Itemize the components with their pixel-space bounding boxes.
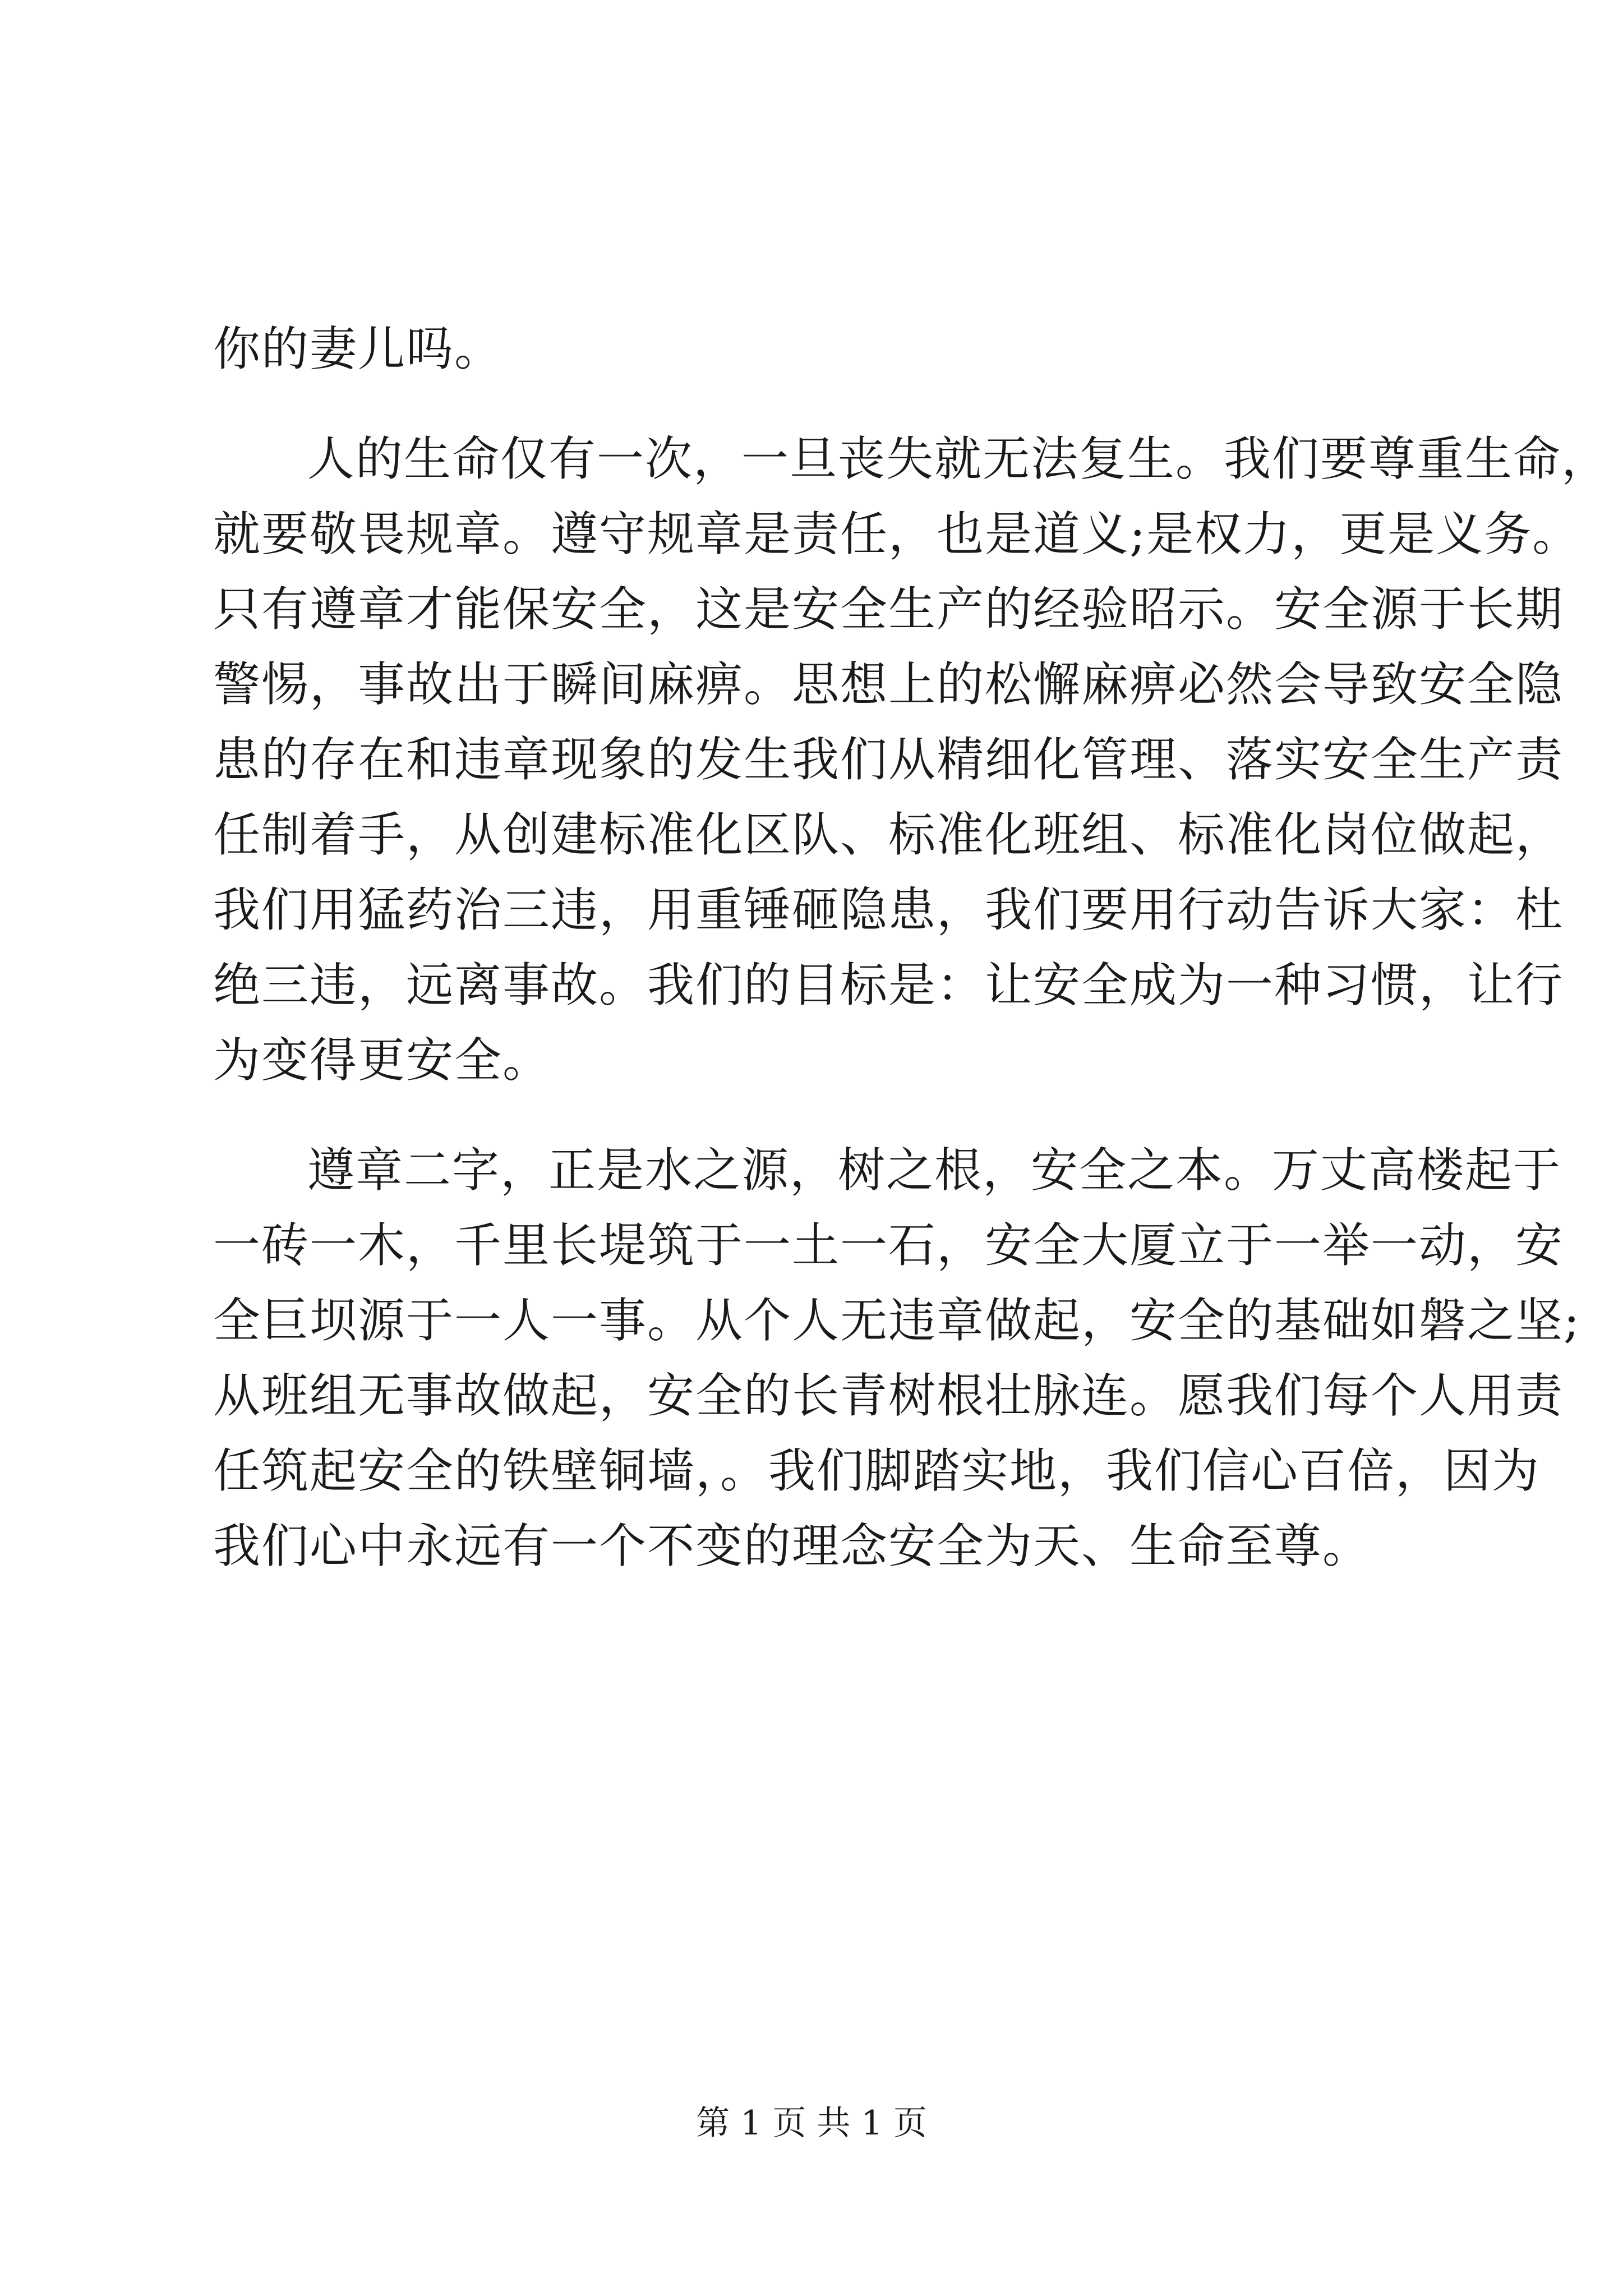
text-line: 患的存在和违章现象的发生我们从精细化管理、落实安全生产责 xyxy=(213,732,1564,787)
text-line: 一砖一木，千里长堤筑于一土一石，安全大厦立于一举一动，安 xyxy=(213,1218,1564,1273)
paragraph-spacing xyxy=(213,386,1413,421)
text-line: 只有遵章才能保安全，这是安全生产的经验昭示。安全源于长期 xyxy=(213,582,1564,637)
paragraph-spacing xyxy=(213,1098,1413,1133)
text-line: 任制着手，从创建标准化区队、标准化班组、标准化岗位做起， xyxy=(213,807,1564,862)
text-line: 我们用猛药治三违，用重锤砸隐患，我们要用行动告诉大家：杜 xyxy=(213,882,1564,937)
text-line: 绝三违，远离事故。我们的目标是：让安全成为一种习惯，让行 xyxy=(213,958,1564,1013)
paragraph xyxy=(213,421,1610,1098)
text-line: 人的生命仅有一次，一旦丧失就无法复生。我们要尊重生命， xyxy=(307,431,1610,486)
text-line: 你的妻儿吗。 xyxy=(213,321,503,376)
body-text xyxy=(213,311,1610,1584)
text-line: 我们心中永远有一个不变的理念安全为天、生命至尊。 xyxy=(213,1519,1371,1573)
text-line: 从班组无事故做起，安全的长青树根壮脉连。愿我们每个人用责 xyxy=(213,1368,1564,1423)
paragraph xyxy=(213,1133,1581,1584)
page-number-footer: 第 1 页 共 1 页 xyxy=(696,2104,927,2143)
text-line: 就要敬畏规章。遵守规章是责任，也是道义;是权力，更是义务。 xyxy=(213,507,1581,562)
text-line: 遵章二字，正是水之源，树之根，安全之本。万丈高楼起于 xyxy=(307,1143,1562,1198)
text-line: 为变得更安全。 xyxy=(213,1033,551,1088)
paragraph xyxy=(213,311,1413,386)
text-line: 全巨坝源于一人一事。从个人无违章做起，安全的基础如磐之坚; xyxy=(213,1293,1581,1348)
text-line: 任筑起安全的铁壁铜墙，。我们脚踏实地，我们信心百倍，因为 xyxy=(213,1443,1541,1498)
text-line: 警惕，事故出于瞬间麻痹。思想上的松懈麻痹必然会导致安全隐 xyxy=(213,657,1564,712)
